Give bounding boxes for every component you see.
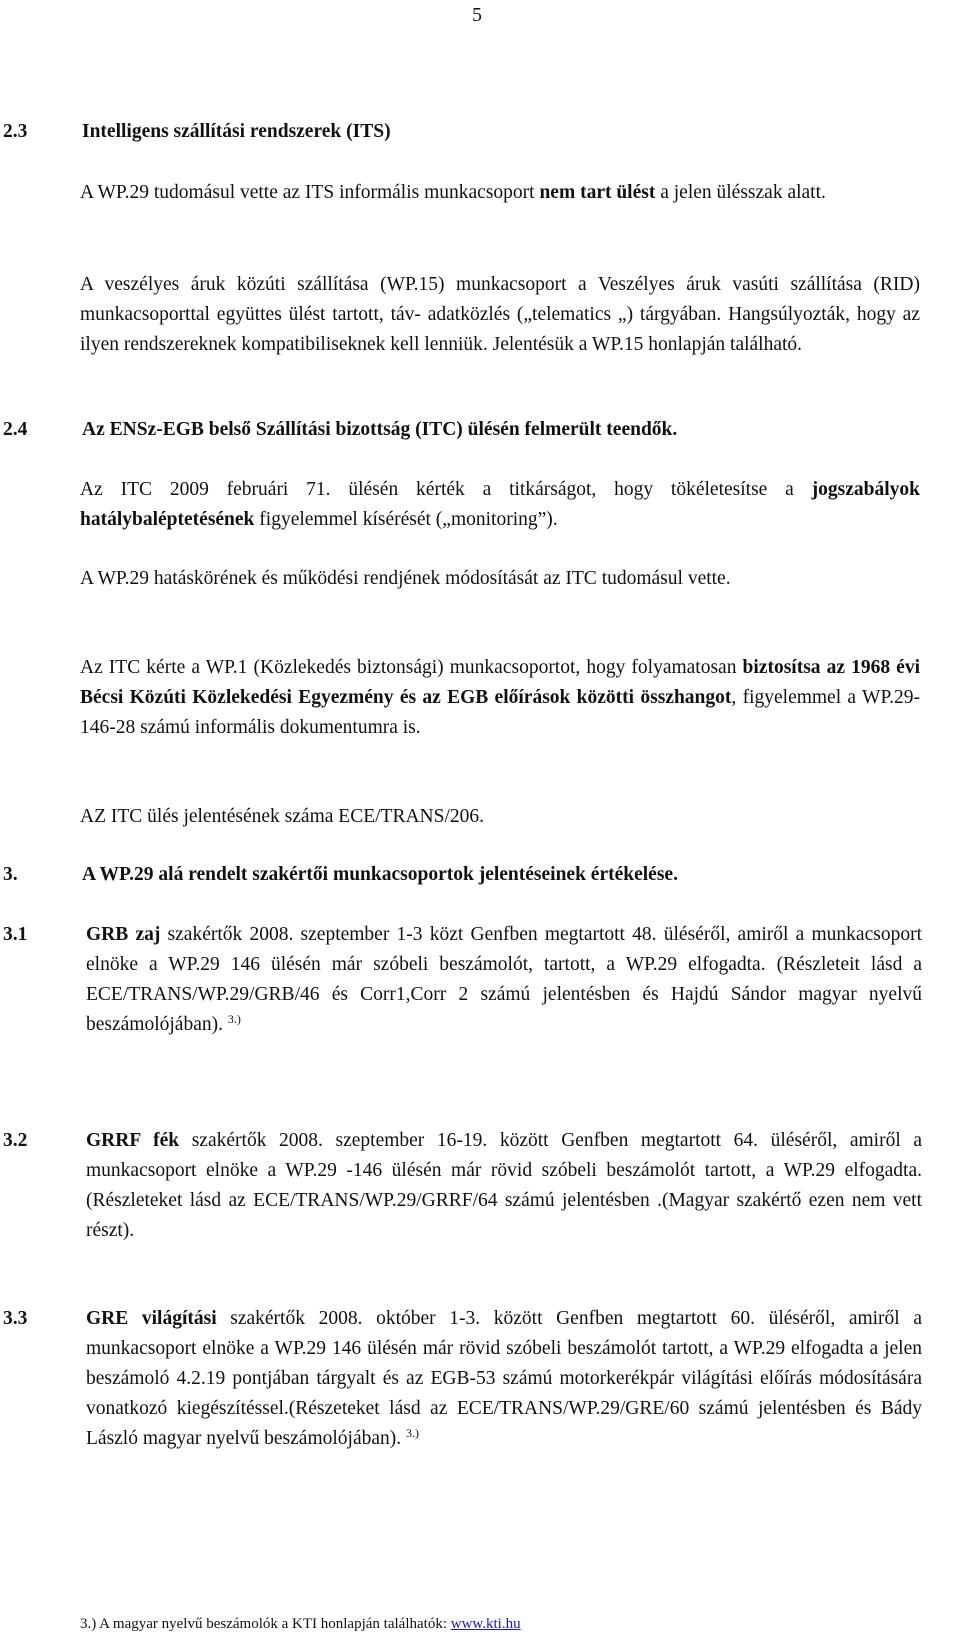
footnote-link[interactable]: www.kti.hu — [450, 1616, 521, 1632]
section-number: 3.3 — [3, 1308, 28, 1329]
bold-phrase: biztosítsa az 1968 évi Bécsi Közúti Közlekedési Egyezmény és az EGB előírások közötti összhangot — [80, 657, 920, 708]
section-2-4-paragraph-2: A WP.29 hatáskörének és működési rendjének módosítását az ITC tudomásul vette. — [80, 568, 731, 589]
footnote-marker: 3.) — [227, 1012, 241, 1026]
bold-phrase: GRRF fék — [86, 1130, 180, 1151]
section-2-3-paragraph-2: A veszélyes áruk közúti szállítása (WP.15) munkacsoport a Veszélyes áruk vasúti szállítása (RID) munkacsoporttal együttes ülést tartott, táv- adatközlés („telematics „) tárgyában. Hangsúlyozták, hogy az ilyen rendszereknek kompatibiliseknek kell lenniük. Jelentésük a WP.15 honlapján található. — [80, 274, 920, 355]
bold-phrase: GRE világítási — [86, 1308, 217, 1329]
section-body: GRRF fék szakértők 2008. szeptember 16-19. között Genfben megtartott 64. üléséről, amiről a munkacsoport elnöke a WP.29 -146 ülésén már rövid szóbeli beszámolót tartott, a WP.29 elfogadta. (Részleteket lásd az ECE/TRANS/WP.29/GRRF/64 számú jelentésben .(Magyar szakértő ezen nem vett részt). — [86, 1130, 922, 1241]
section-number: 3.2 — [3, 1130, 28, 1151]
section-title: Intelligens szállítási rendszerek (ITS) — [82, 121, 391, 142]
bold-phrase: jogszabályok hatálybaléptetésének — [80, 479, 920, 530]
section-body: GRE világítási szakértők 2008. október 1-3. között Genfben megtartott 60. üléséről, amiről a munkacsoport elnöke a WP.29 146 ülésén már rövid szóbeli beszámolót tartott, a WP.29 elfogadta a jelen beszámoló 4.2.19 pontjában tárgyalt és az EGB-53 számú motorkerékpár világítási előírás módosítására vonatkozó kiegészítéssel.(Részeteket lásd az ECE/TRANS/WP.29/GRE/60 számú jelentésben és Bády László magyar nyelvű beszámolójában). $^{3.)}$ — [86, 1308, 922, 1449]
footnote: 3.) A magyar nyelvű beszámolók a KTI honlapján találhatók: www.kti.hu — [80, 1616, 521, 1632]
section-title: Az ENSz-EGB belső Szállítási bizottság (ITC) ülésén felmerült teendők. — [82, 419, 678, 440]
bold-phrase: GRB zaj — [86, 924, 161, 945]
section-number: 3.1 — [3, 924, 28, 945]
section-2-3-paragraph-1: A WP.29 tudomásul vette az ITS informális munkacsoport nem tart ülést a jelen ülésszak alatt. — [80, 182, 826, 203]
bold-phrase: nem tart ülést — [539, 182, 656, 203]
section-2-4-paragraph-4: AZ ITC ülés jelentésének száma ECE/TRANS/206. — [80, 806, 484, 827]
section-number: 2.4 — [3, 419, 28, 440]
section-number: 3. — [3, 864, 18, 885]
section-body: GRB zaj szakértők 2008. szeptember 1-3 közt Genfben megtartott 48. üléséről, amiről a munkacsoport elnöke a WP.29 146 ülésén már szóbeli beszámolót, tartott, a WP.29 elfogadta. (Részleteit lásd a ECE/TRANS/WP.29/GRB/46 és Corr1,Corr 2 számú jelentésben és Hajdú Sándor magyar nyelvű beszámolójában). $^{3.)}$ — [86, 924, 922, 1035]
page-number: 5 — [472, 4, 482, 26]
footnote-marker: 3.) — [406, 1426, 420, 1440]
section-number: 2.3 — [3, 121, 28, 142]
section-2-4-paragraph-3: Az ITC kérte a WP.1 (Közlekedés biztonsági) munkacsoportot, hogy folyamatosan biztosítsa az 1968 évi Bécsi Közúti Közlekedési Egyezmény és az EGB előírások közötti összhangot, figyelemmel a WP.29-146-28 számú informális dokumentumra is. — [80, 657, 920, 738]
section-title: A WP.29 alá rendelt szakértői munkacsoportok jelentéseinek értékelése. — [82, 864, 678, 885]
section-2-4-paragraph-1: Az ITC 2009 februári 71. ülésén kérték a titkárságot, hogy tökéletesítse a jogszabályok hatálybaléptetésének figyelemmel kísérését („monitoring”). — [80, 479, 920, 530]
